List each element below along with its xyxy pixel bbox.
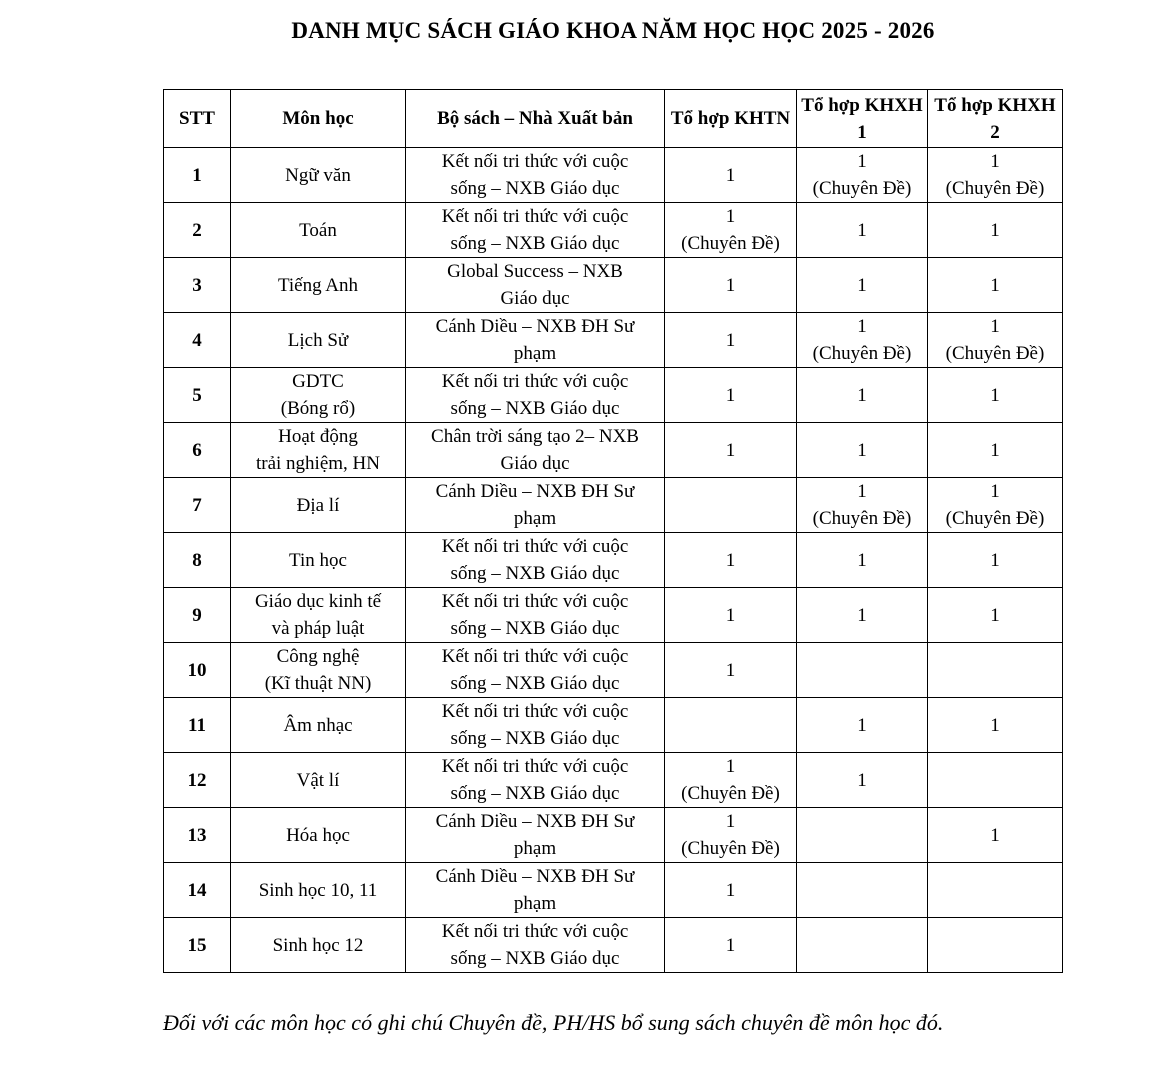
cell-stt: 2 [164,203,231,258]
cell-book-publisher [406,643,665,698]
table-row [164,918,1063,973]
cell-khxh2 [928,478,1063,533]
cell-subject-line: (Kĩ thuật NN) [264,673,372,694]
cell-book-publisher-line: Kết nối tri thức với cuộc [441,371,629,392]
cell-khtn-line: 1 [725,879,736,901]
cell-khtn [665,258,797,313]
cell-khxh1-line: 1 [857,151,867,172]
table-row [164,368,1063,423]
cell-khxh2-line: 1 [990,549,1000,571]
cell-subject [231,313,406,368]
cell-khtn [665,808,797,863]
cell-subject-line: GDTC [292,371,344,392]
header-khtn-line-2: KHTN [734,108,791,129]
cell-subject-line: Hóa học [286,824,350,846]
cell-khxh2-line: 1 [990,481,1000,502]
cell-book-publisher-line: sống – NXB Giáo dục [450,783,620,804]
cell-subject [231,918,406,973]
table-row [164,588,1063,643]
cell-khtn-line: 1 [725,604,736,626]
cell-book-publisher [406,368,665,423]
cell-subject-line: Âm nhạc [283,714,353,736]
cell-book-publisher-line: phạm [513,893,557,914]
header-stt: STT [164,90,231,148]
header-khxh2-line-2: KHXH 2 [990,94,1056,143]
cell-khtn [665,753,797,808]
cell-khxh1-line: (Chuyên Đề) [812,508,912,529]
cell-book-publisher [406,313,665,368]
cell-book-publisher-line: phạm [513,343,557,364]
cell-book-publisher-line: sống – NXB Giáo dục [450,948,620,969]
header-khxh1 [797,90,928,148]
header-khtn-line-1: Tổ hợp [670,108,730,129]
table-row [164,863,1063,918]
cell-khtn [665,313,797,368]
cell-khtn-line: (Chuyên Đề) [681,783,780,804]
cell-khtn-line: 1 [725,164,736,186]
cell-khxh1 [797,753,928,808]
cell-book-publisher-line: Kết nối tri thức với cuộc [441,701,629,722]
cell-subject-line: Lịch Sử [287,329,349,351]
cell-khxh1 [797,423,928,478]
cell-khtn [665,478,797,533]
header-khxh2-line-1: Tổ hợp [934,94,993,116]
cell-subject-line: (Bóng rổ) [280,398,356,419]
cell-khxh2 [928,588,1063,643]
cell-book-publisher-line: Giáo dục [500,288,570,309]
cell-khxh1 [797,643,928,698]
cell-khxh1 [797,588,928,643]
cell-khxh2-line: 1 [990,151,1000,172]
cell-khxh2-line: (Chuyên Đề) [945,178,1045,199]
cell-book-publisher [406,808,665,863]
cell-khxh2-line: 1 [990,714,1000,736]
cell-khxh1 [797,698,928,753]
cell-subject-line: Tiếng Anh [277,274,359,296]
cell-book-publisher-line: Cánh Diều – NXB ĐH Sư [435,316,635,337]
cell-khtn [665,148,797,203]
cell-book-publisher [406,588,665,643]
cell-subject [231,808,406,863]
cell-khxh2 [928,423,1063,478]
footnote: Đối với các môn học có ghi chú Chuyên đề, PH/HS bổ sung sách chuyên đề môn học đó. [163,1010,944,1035]
cell-book-publisher [406,258,665,313]
cell-khxh2 [928,368,1063,423]
cell-khtn-line: 1 [725,206,736,227]
cell-khxh1 [797,203,928,258]
cell-book-publisher-line: phạm [513,838,557,859]
cell-book-publisher [406,423,665,478]
cell-khxh2-line: 1 [990,219,1000,241]
cell-book-publisher-line: Kết nối tri thức với cuộc [441,646,629,667]
cell-khxh1 [797,918,928,973]
cell-book-publisher-line: Kết nối tri thức với cuộc [441,536,629,557]
cell-subject-line: và pháp luật [271,618,365,639]
cell-book-publisher-line: sống – NXB Giáo dục [450,563,620,584]
cell-khxh1 [797,258,928,313]
header-book-publisher: Bộ sách – Nhà Xuất bản [406,90,665,148]
cell-book-publisher-line: Global Success – NXB [447,261,623,282]
cell-khxh1 [797,808,928,863]
cell-khxh1-line: (Chuyên Đề) [812,343,912,364]
cell-khxh2-line: 1 [990,439,1000,461]
cell-subject [231,533,406,588]
cell-khtn-line: 1 [725,439,736,461]
cell-stt: 14 [164,863,231,918]
cell-khxh2 [928,313,1063,368]
cell-khxh1-line: 1 [857,604,867,626]
cell-book-publisher [406,753,665,808]
cell-book-publisher [406,148,665,203]
cell-book-publisher-line: Giáo dục [500,453,570,474]
cell-book-publisher-line: phạm [513,508,557,529]
cell-book-publisher [406,203,665,258]
cell-subject-line: Vật lí [296,769,340,791]
cell-book-publisher-line: Cánh Diều – NXB ĐH Sư [435,866,635,887]
cell-khxh2-line: 1 [990,604,1000,626]
cell-khtn [665,423,797,478]
cell-khxh2-line: 1 [990,824,1000,846]
cell-khxh1-line: 1 [857,549,867,571]
cell-subject [231,698,406,753]
cell-khxh2-line: (Chuyên Đề) [945,343,1045,364]
cell-book-publisher-line: Kết nối tri thức với cuộc [441,206,629,227]
cell-stt: 1 [164,148,231,203]
cell-khxh2 [928,808,1063,863]
table-row [164,643,1063,698]
cell-book-publisher [406,533,665,588]
cell-khxh1-line: 1 [857,481,867,502]
table-row [164,203,1063,258]
cell-book-publisher-line: Chân trời sáng tạo 2– NXB [431,426,639,447]
cell-subject-line: Giáo dục kinh tế [254,591,382,612]
cell-khxh2-line: 1 [990,384,1000,406]
cell-khtn-line: 1 [725,659,736,681]
cell-stt: 13 [164,808,231,863]
cell-khtn [665,643,797,698]
cell-khtn-line: (Chuyên Đề) [681,233,780,254]
cell-khxh1-line: 1 [857,384,867,406]
cell-khxh1-line: 1 [857,439,867,461]
cell-subject [231,203,406,258]
document-title: DANH MỤC SÁCH GIÁO KHOA NĂM HỌC HỌC 2025 - 2026 [291,18,935,43]
cell-book-publisher-line: sống – NXB Giáo dục [450,398,620,419]
table-row [164,478,1063,533]
table-row [164,753,1063,808]
cell-khxh1 [797,533,928,588]
cell-book-publisher-line: sống – NXB Giáo dục [450,233,620,254]
cell-stt: 7 [164,478,231,533]
cell-stt: 3 [164,258,231,313]
cell-subject-line: trải nghiệm, HN [255,453,380,474]
cell-khtn [665,698,797,753]
header-khtn [665,90,797,148]
cell-khtn-line: 1 [725,549,736,571]
cell-stt: 8 [164,533,231,588]
cell-book-publisher-line: sống – NXB Giáo dục [450,673,620,694]
cell-khxh2-line: 1 [990,316,1000,337]
cell-subject-line: Toán [299,219,337,241]
cell-khxh2 [928,258,1063,313]
cell-khxh1-line: 1 [857,219,867,241]
cell-subject [231,478,406,533]
cell-khxh1-line: (Chuyên Đề) [812,178,912,199]
cell-subject [231,423,406,478]
cell-khtn-line: 1 [725,934,736,956]
cell-book-publisher-line: sống – NXB Giáo dục [450,618,620,639]
cell-subject [231,863,406,918]
cell-khtn [665,203,797,258]
cell-khxh2 [928,918,1063,973]
cell-stt: 11 [164,698,231,753]
cell-subject [231,148,406,203]
cell-subject-line: Ngữ văn [285,164,351,186]
table-row [164,808,1063,863]
cell-khxh2-line: (Chuyên Đề) [945,508,1045,529]
cell-khxh2 [928,148,1063,203]
cell-stt: 6 [164,423,231,478]
cell-subject [231,753,406,808]
cell-khxh1-line: 1 [857,714,867,736]
cell-khtn [665,918,797,973]
cell-subject-line: Công nghệ [276,646,360,667]
cell-khtn-line: 1 [725,811,736,832]
table-row [164,258,1063,313]
table-row [164,423,1063,478]
cell-khtn [665,368,797,423]
cell-book-publisher-line: Kết nối tri thức với cuộc [441,921,629,942]
cell-khtn-line: 1 [725,756,736,777]
cell-book-publisher-line: sống – NXB Giáo dục [450,728,620,749]
cell-subject [231,368,406,423]
cell-book-publisher [406,918,665,973]
cell-khxh1 [797,478,928,533]
table-header-row [164,90,1063,148]
cell-khxh1 [797,148,928,203]
cell-khtn [665,533,797,588]
cell-stt: 4 [164,313,231,368]
cell-khxh1 [797,313,928,368]
header-khxh1-line-1: Tổ hợp [801,94,860,116]
cell-khxh2 [928,203,1063,258]
header-khxh2 [928,90,1063,148]
cell-khxh2 [928,533,1063,588]
cell-khxh2 [928,753,1063,808]
cell-khtn [665,588,797,643]
cell-book-publisher-line: Kết nối tri thức với cuộc [441,756,629,777]
cell-subject-line: Sinh học 10, 11 [258,879,378,901]
table-row [164,698,1063,753]
cell-stt: 10 [164,643,231,698]
cell-khxh1 [797,863,928,918]
cell-book-publisher [406,863,665,918]
table-row [164,313,1063,368]
cell-khxh1-line: 1 [857,274,867,296]
cell-subject [231,643,406,698]
cell-stt: 15 [164,918,231,973]
table-row [164,148,1063,203]
header-subject: Môn học [231,90,406,148]
cell-khxh1 [797,368,928,423]
cell-book-publisher [406,698,665,753]
cell-khxh2 [928,863,1063,918]
cell-khtn-line: (Chuyên Đề) [681,838,780,859]
cell-khxh1-line: 1 [857,769,867,791]
cell-subject [231,258,406,313]
cell-subject [231,588,406,643]
cell-stt: 5 [164,368,231,423]
cell-book-publisher-line: Kết nối tri thức với cuộc [441,151,629,172]
cell-khxh2 [928,643,1063,698]
cell-book-publisher-line: Cánh Diều – NXB ĐH Sư [435,811,635,832]
cell-stt: 9 [164,588,231,643]
cell-book-publisher-line: Cánh Diều – NXB ĐH Sư [435,481,635,502]
cell-book-publisher-line: Kết nối tri thức với cuộc [441,591,629,612]
cell-book-publisher-line: sống – NXB Giáo dục [450,178,620,199]
cell-khtn [665,863,797,918]
cell-subject-line: Tin học [289,549,347,571]
cell-khtn-line: 1 [725,384,736,406]
cell-khxh1-line: 1 [857,316,867,337]
cell-khxh2 [928,698,1063,753]
cell-khtn-line: 1 [725,329,736,351]
cell-subject-line: Hoạt động [278,426,358,447]
table-row [164,533,1063,588]
cell-subject-line: Sinh học 12 [272,934,364,956]
cell-subject-line: Địa lí [296,494,340,516]
cell-book-publisher [406,478,665,533]
table-body [164,148,1063,973]
header-khxh1-line-2: KHXH 1 [857,94,923,143]
cell-khxh2-line: 1 [990,274,1000,296]
cell-khtn-line: 1 [725,274,736,296]
textbook-table [163,89,1063,973]
cell-stt: 12 [164,753,231,808]
